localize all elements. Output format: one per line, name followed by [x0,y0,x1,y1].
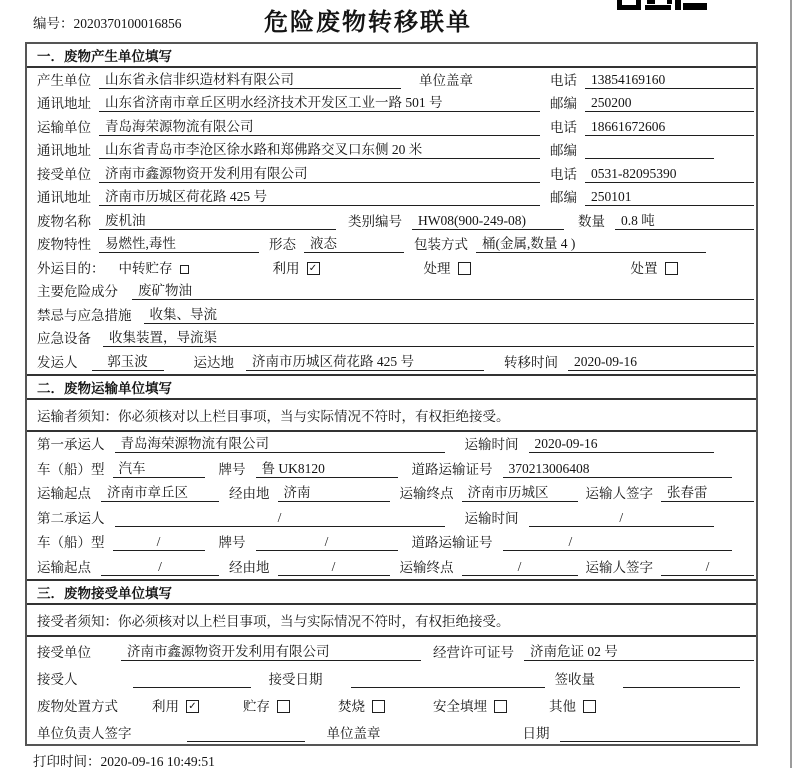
receive-unit-value: 济南市鑫源物资开发利用有限公司 [121,640,421,661]
producer-zip-value: 250200 [585,95,754,112]
hazard-component-value: 废矿物油 [132,279,754,300]
transport-time-label: 运输时间 [464,437,519,452]
row-hazard-component [27,280,756,304]
packing-value: 桶(金属,数量 4 ) [476,232,706,253]
end-value: 济南市历城区 [462,481,578,502]
transport-time-value: 2020-09-16 [529,436,715,453]
quantity-label: 数量 [578,213,605,229]
license-label: 经营许可证号 [433,644,514,660]
purpose-option-use-checkbox: ✓ [307,262,320,275]
row-emergency-equipment [27,327,756,351]
producer-seal-label: 单位盖章 [419,72,473,88]
carrier-sign-label: 运输人签字 [585,559,653,575]
receiver-value: 济南市鑫源物资开发利用有限公司 [99,162,540,183]
disposal-option-burn-checkbox [372,700,385,713]
page-title: 危险废物转移联单 [264,9,472,36]
plate-label: 牌号 [218,461,246,477]
purpose-option-dispose-checkbox [665,262,678,275]
address-label: 通讯地址 [37,143,91,158]
taboo-measures-label: 禁忌与应急措施 [37,307,132,323]
receiver-zip-value: 250101 [585,189,754,206]
waste-name-label: 废物名称 [37,213,91,229]
receive-person-value [133,671,251,688]
first-carrier-value: 青岛海荣源物流有限公司 [115,432,445,453]
print-time-value: 2020-09-16 10:49:51 [100,754,215,769]
disposal-method-label: 废物处置方式 [37,698,118,714]
section-transporter-fill [27,374,756,579]
purpose-option-use-label: 利用 [272,260,300,276]
plate-value: 鲁 UK8120 [256,457,398,478]
row-producer-address [27,92,756,116]
producer-phone-value: 13854169160 [585,72,754,89]
row-waste-character [27,233,756,257]
carrier-sign-value: 张春雷 [661,481,754,502]
disposal-option-landfill-checkbox [494,700,507,713]
shipper-label: 发运人 [37,354,78,370]
zip-label: 邮编 [550,143,577,158]
producer-label: 产生单位 [37,72,91,88]
form-value: 液态 [304,232,404,253]
phone-label: 电话 [550,72,577,88]
section-producer-title: 一．废物产生单位填写 [27,44,756,68]
row-vehicle-2 [27,530,756,555]
road-permit-value: 370213006408 [503,461,733,478]
leader-sign-value [187,725,305,742]
carrier-sign-label: 运输人签字 [585,486,653,501]
disposal-option-store-label: 贮存 [243,698,270,714]
via-label: 经由地 [229,559,270,575]
vehicle-type-value: 汽车 [113,457,205,478]
row-transfer-purpose [27,256,756,280]
date-value [560,725,741,742]
disposal-option-use-checkbox: ✓ [186,700,199,713]
section-transporter-title: 二．废物运输单位填写 [27,376,756,400]
second-carrier-value: / [115,510,445,527]
destination-label: 运达地 [193,354,234,370]
end-label: 运输终点 [399,486,454,501]
transporter-address-value: 山东省青岛市李沧区徐水路和郑佛路交叉口东侧 20 米 [99,138,540,159]
row-waste-name [27,209,756,233]
row-receive-person [27,664,756,691]
category-label: 类别编号 [348,213,402,229]
row-transporter [27,115,756,139]
purpose-option-storage-checkbox [180,265,189,274]
transport-time-label: 运输时间 [464,510,519,526]
row-transporter-address [27,139,756,163]
disposal-option-burn-label: 焚烧 [338,698,365,714]
disposal-option-use-label: 利用 [152,698,179,714]
manifest-number-label: 编号： [33,16,74,31]
receive-date-value [351,671,545,688]
transporter-value: 青岛海荣源物流有限公司 [99,115,540,136]
receiver-phone-value: 0531-82095390 [585,166,754,183]
section-receiver-title: 三．废物接受单位填写 [27,581,756,605]
zip-label: 邮编 [550,96,577,111]
row-first-carrier [27,432,756,457]
receive-person-label: 接受人 [37,671,78,687]
vehicle-type-label: 车（船）型 [37,535,105,550]
unit-seal-label: 单位盖章 [326,725,381,741]
origin-value: 济南市章丘区 [101,481,219,502]
receiver-address-value: 济南市历城区荷花路 425 号 [99,185,540,206]
receiver-label: 接受单位 [37,166,91,182]
row-receiver-address [27,186,756,210]
zip-label: 邮编 [550,190,577,205]
road-permit-label: 道路运输证号 [411,461,493,477]
plate-label: 牌号 [218,535,246,550]
receipt-amount-label: 签收量 [554,671,595,687]
date-label: 日期 [522,725,550,741]
purpose-option-treat-label: 处理 [423,260,451,276]
receive-date-label: 接受日期 [268,671,323,687]
qr-code-partial-icon [617,0,707,10]
transporter-notice: 运输者须知：你必须核对以上栏目事项，当与实际情况不符时，有权拒绝接受。 [27,400,756,432]
manifest-number-value: 2020370100016856 [73,16,182,31]
print-time-label: 打印时间： [33,754,101,769]
emergency-equipment-value: 收集装置，导流渠 [103,326,754,347]
license-value: 济南危证 02 号 [524,640,754,661]
plate-2-value: / [256,534,398,551]
waste-character-label: 废物特性 [37,237,91,252]
transporter-label: 运输单位 [37,119,91,135]
row-vehicle-1 [27,456,756,481]
manifest-form-table [25,42,758,746]
disposal-option-other-label: 其他 [549,698,576,714]
address-label: 通讯地址 [37,96,91,111]
producer-address-value: 山东省济南市章丘区明水经济技术开发区工业一路 501 号 [99,91,540,112]
taboo-measures-value: 收集、导流 [144,303,755,324]
category-value: HW08(900-249-08) [412,213,564,230]
purpose-option-dispose-label: 处置 [630,260,658,276]
purpose-label: 外运目的： [37,260,105,276]
scan-page-edge-line [790,0,792,768]
vehicle-type-label: 车（船）型 [37,461,105,477]
first-carrier-label: 第一承运人 [37,437,105,452]
row-receiver [27,162,756,186]
end-label: 运输终点 [399,559,454,575]
address-label: 通讯地址 [37,190,91,205]
road-permit-2-value: / [503,534,733,551]
form-label: 形态 [269,237,296,252]
transporter-zip-value [585,142,714,159]
carrier-sign-2-value: / [661,559,754,576]
section-receiver-fill [27,579,756,745]
document-header [0,0,796,42]
road-permit-label: 道路运输证号 [411,535,493,550]
disposal-option-landfill-label: 安全填埋 [433,698,487,714]
purpose-option-storage-label: 中转贮存 [118,260,173,276]
row-producer [27,68,756,92]
waste-character-value: 易燃性,毒性 [99,232,259,253]
transporter-phone-value: 18661672606 [585,119,754,136]
via-2-value: / [278,559,390,576]
shipper-value: 郭玉波 [92,350,164,371]
row-leader-sign [27,718,756,745]
emergency-equipment-label: 应急设备 [37,331,91,346]
print-time [33,750,215,770]
hazard-component-label: 主要危险成分 [37,284,118,299]
producer-value: 山东省永信非织造材料有限公司 [99,68,401,89]
transfer-time-value: 2020-09-16 [568,354,754,371]
phone-label: 电话 [550,119,577,135]
disposal-option-store-checkbox [277,700,290,713]
receipt-amount-value [623,671,740,688]
packing-label: 包装方式 [414,237,468,252]
via-value: 济南 [278,481,390,502]
origin-label: 运输起点 [37,486,91,501]
row-route-2 [27,554,756,579]
purpose-option-treat-checkbox [458,262,471,275]
quantity-value: 0.8 吨 [615,209,754,230]
row-taboo-measures [27,303,756,327]
row-shipper [27,350,756,374]
phone-label: 电话 [550,166,577,182]
vehicle-type-2-value: / [113,534,205,551]
transport-time-2-value: / [529,510,715,527]
via-label: 经由地 [229,486,270,501]
origin-label: 运输起点 [37,559,91,575]
section-producer [27,44,756,374]
disposal-option-other-checkbox [583,700,596,713]
row-route-1 [27,481,756,506]
receive-unit-label: 接受单位 [37,644,91,660]
waste-name-value: 废机油 [99,209,336,230]
receiver-notice: 接受者须知：你必须核对以上栏目事项，当与实际情况不符时，有权拒绝接受。 [27,605,756,637]
end-2-value: / [462,559,578,576]
row-second-carrier [27,505,756,530]
second-carrier-label: 第二承运人 [37,510,105,526]
origin-2-value: / [101,559,219,576]
transfer-time-label: 转移时间 [504,354,558,370]
destination-value: 济南市历城区荷花路 425 号 [246,350,484,371]
leader-sign-label: 单位负责人签字 [37,725,132,741]
row-receive-unit [27,637,756,664]
row-disposal-method [27,691,756,718]
